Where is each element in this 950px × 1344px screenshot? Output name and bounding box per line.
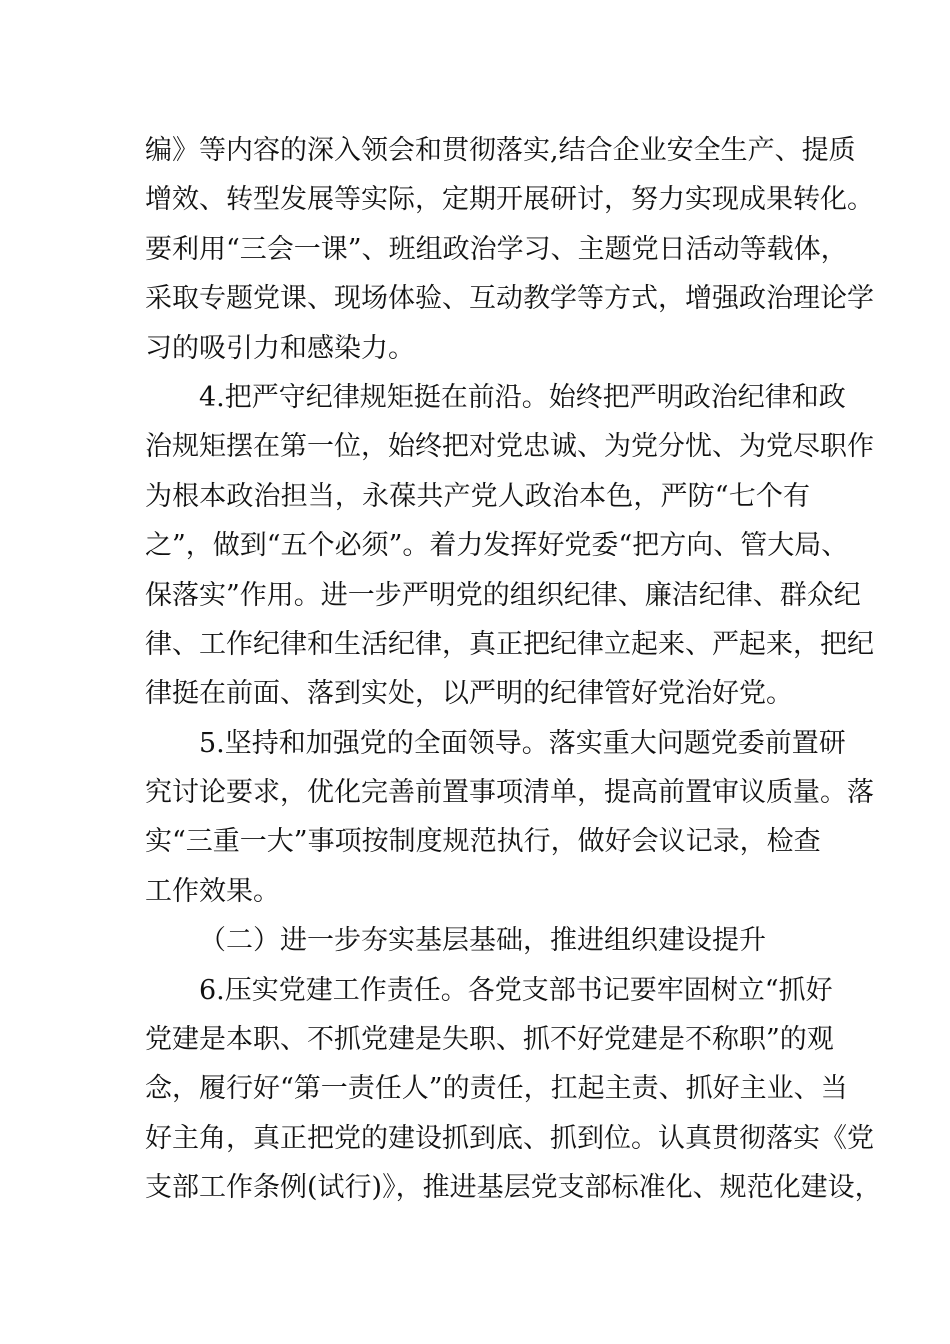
text-line: 治规矩摆在第一位，始终把对党忠诚、为党分忧、为党尽职作 [145,431,874,463]
text-line: 究讨论要求，优化完善前置事项清单，提高前置审议质量。落 [145,777,874,809]
text-line: 增效、转型发展等实际，定期开展研讨，努力实现成果转化。 [145,184,874,216]
text-line: 之”，做到“五个必须”。着力发挥好党委“把方向、管大局、 [145,530,849,562]
text-line: 党建是本职、不抓党建是失职、抓不好党建是不称职”的观 [145,1024,834,1056]
paragraph-start-line: 5.坚持和加强党的全面领导。落实重大问题党委前置研 [199,727,846,759]
paragraph-start-line: 6.压实党建工作责任。各党支部书记要牢固树立“抓好 [199,974,833,1006]
text-line: 支部工作条例(试行)》，推进基层党支部标准化、规范化建设， [145,1172,882,1204]
text-line: 好主角，真正把党的建设抓到底、抓到位。认真贯彻落实《党 [145,1122,874,1154]
text-line: 采取专题党课、现场体验、互动教学等方式，增强政治理论学 [145,283,874,315]
text-line: 实“三重一大”事项按制度规范执行，做好会议记录，检查 [145,826,821,858]
text-line: 保落实”作用。进一步严明党的组织纪律、廉洁纪律、群众纪 [145,579,861,611]
text-line: 编》等内容的深入领会和贯彻落实,结合企业安全生产、提质 [145,135,856,166]
text-line: 工作效果。 [145,875,280,907]
text-line: 要利用“三会一课”、班组政治学习、主题党日活动等载体， [145,233,848,265]
document-body [145,126,882,1213]
section-heading: （二）进一步夯实基层基础，推进组织建设提升 [199,925,766,957]
text-line: 为根本政治担当，永葆共产党人政治本色，严防“七个有 [145,480,810,512]
text-line: 律、工作纪律和生活纪律，真正把纪律立起来、严起来，把纪 [145,628,874,660]
text-line: 念，履行好“第一责任人”的责任，扛起主责、抓好主业、当 [145,1073,848,1105]
text-line: 律挺在前面、落到实处，以严明的纪律管好党治好党。 [145,678,793,710]
text-line: 习的吸引力和感染力。 [145,332,415,364]
paragraph-start-line: 4.把严守纪律规矩挺在前沿。始终把严明政治纪律和政 [199,381,846,413]
